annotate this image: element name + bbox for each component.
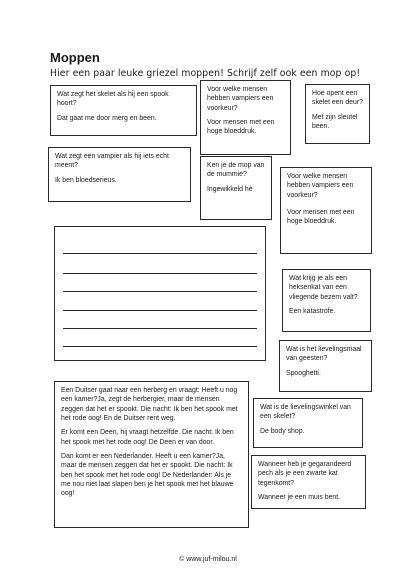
- writing-line: [63, 346, 257, 347]
- joke-answer: Dat gaat me door merg en been.: [57, 114, 157, 122]
- writing-line: [63, 273, 257, 274]
- joke-answer: Met zijn sleutel been.: [312, 113, 358, 130]
- story-box: [54, 381, 249, 528]
- joke-question: Wanneer heb je gegarandeerd pech als je een zwarte kat tegenkomt?: [258, 461, 352, 487]
- story-paragraph: Een Duitser gaat naar een herberg en vraagt: Heeft u nog een kamer?Ja, zegt de herbergier, maar de mensen zeggen dat het er spookt. Die nacht: Ik ben het spook met het rode oog! En de Duitser rent weg.: [61, 387, 238, 422]
- joke-answer: Voor mensen met een hoge bloeddruk.: [287, 208, 355, 226]
- joke-question: Wat krijg je als een heksenkat van een vliegende bezem valt?: [289, 275, 358, 301]
- joke-box-skelet-deur: [305, 84, 370, 144]
- joke-question: Voor welke mensen hebben vampiers een voorkeur?: [287, 173, 354, 199]
- joke-answer: Spooghetti.: [286, 369, 321, 377]
- joke-answer: Ik ben bloedserieus.: [55, 176, 117, 184]
- page-subtitle: Hier een paar leuke griezel moppen! Schrijf zelf ook een mop op!: [50, 68, 361, 79]
- joke-box-zwarte-kat: [251, 455, 366, 509]
- page-title: Moppen: [50, 50, 100, 65]
- writing-line: [63, 328, 257, 329]
- joke-question: Hoe opent een skelet een deur?: [312, 90, 363, 107]
- writing-line: [63, 291, 257, 292]
- joke-question: Wat is het lievelingsmaal van geesten?: [286, 346, 362, 363]
- joke-box-lievelingsmaal: [279, 340, 372, 392]
- joke-answer: Voor mensen met een hoge bloeddruk.: [207, 118, 275, 136]
- story-paragraph: Dan komt er een Nederlander. Heeft u een kamer?Ja, maar de mensen zeggen dat het er spookt. Die nacht: Ik ben het spook met het rode oog! De Nederlander: Als je me nou niet laat slapen ben je het spook met het blauwe oog!: [61, 452, 234, 498]
- writing-line: [63, 310, 257, 311]
- joke-box-vampiers-2: [280, 167, 372, 254]
- write-your-own-joke-box[interactable]: [54, 226, 266, 361]
- joke-question: Wat is de lievelingswinkel van een skelet?: [260, 404, 351, 421]
- joke-answer: Een katastrofe.: [289, 307, 336, 315]
- joke-question: Wat zegt het skelet als hij een spook hoort?: [57, 91, 169, 108]
- joke-question: Voor welke mensen hebben vampiers een voorkeur?: [207, 86, 274, 112]
- joke-answer: Wanneer je een muis bent.: [258, 493, 341, 501]
- joke-question: Wat zegt een vampier als hij iets echt meent?: [55, 153, 169, 170]
- writing-line: [63, 253, 257, 254]
- joke-box-mummie: [200, 156, 272, 220]
- joke-box-skelet-spook: [50, 85, 197, 136]
- joke-box-heksenkat: [282, 269, 371, 332]
- story-paragraph: Er komt een Deen, hij vraagt hetzelfde. Die nacht: Ik ben het spook met het rode oog! De Deen er van door.: [61, 429, 234, 446]
- joke-box-vampier-echt: [48, 147, 191, 202]
- joke-answer: De body shop.: [260, 427, 305, 435]
- copyright-footer: © www.juf-milou.nl: [179, 556, 237, 563]
- joke-box-vampiers-1: [200, 80, 291, 155]
- joke-question: Ken je de mop van de mummie?: [207, 162, 265, 179]
- joke-answer: Ingewikkeld hè: [207, 185, 253, 193]
- joke-box-lievelingswinkel: [253, 398, 363, 448]
